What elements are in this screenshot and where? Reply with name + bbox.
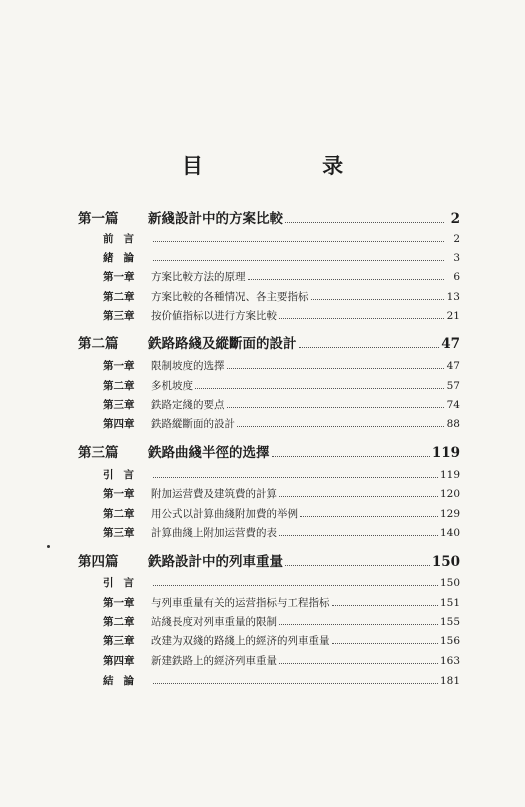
toc-entry-number: 第一章: [103, 271, 135, 283]
toc-entry-number: 引言: [103, 469, 144, 481]
toc-entry-label: [103, 633, 330, 648]
toc-entry-number: 第二章: [103, 380, 135, 392]
toc-entry-title: 限制坡度的选擇: [151, 360, 225, 372]
toc-entry-title: 鉄路曲綫半徑的选擇: [148, 445, 270, 461]
toc-entry-title: 多机坡度: [151, 380, 193, 392]
toc-entry-title: 新建鉄路上的經济列車重量: [151, 655, 277, 667]
dot-leader: [195, 381, 444, 389]
toc-entry-number: 緒論: [103, 252, 144, 264]
toc-page-number: 3: [453, 252, 460, 264]
toc-page-number: 119: [431, 445, 460, 461]
toc-chapter-entry: [78, 358, 460, 373]
dot-leader: [153, 253, 444, 261]
toc-entry-label: [103, 614, 277, 629]
toc-chapter-entry: [78, 308, 460, 323]
toc-page-number: 155: [439, 616, 460, 628]
toc-entry-number: 第一章: [103, 360, 135, 372]
toc-entry-label: [78, 441, 270, 461]
toc-entry-title: 方案比較的各種情况、各主要指标: [151, 291, 309, 303]
toc-entry-title: 新綫設計中的方案比較: [148, 211, 283, 227]
toc-entry-number: 第三章: [103, 635, 135, 647]
toc-entry-label: [103, 525, 277, 540]
toc-chapter-entry: [78, 269, 460, 284]
toc-entry-label: [103, 467, 151, 482]
toc-entry-title: 用公式以計算曲綫附加費的举例: [151, 508, 298, 520]
toc-entry-title: 鉄路路綫及縱斷面的設計: [148, 336, 297, 352]
dot-leader: [285, 213, 444, 223]
toc-entry-number: 結論: [103, 675, 144, 687]
toc-page-number: 2: [450, 211, 460, 227]
toc-entry-number: 第一章: [103, 488, 135, 500]
toc-chapter-entry: [78, 633, 460, 648]
toc-chapter-entry: [78, 231, 460, 246]
dot-leader: [272, 447, 430, 457]
toc-entry-number: 前言: [103, 233, 144, 245]
toc-entry-label: [103, 397, 225, 412]
toc-entry-label: [103, 506, 298, 521]
toc-entry-title: 按价値指标以进行方案比較: [151, 310, 277, 322]
dot-leader: [332, 598, 438, 606]
toc-entry-label: [103, 653, 277, 668]
dot-leader: [299, 338, 440, 348]
dot-leader: [279, 311, 444, 319]
toc-chapter-entry: [78, 653, 460, 668]
dot-leader: [300, 509, 438, 517]
toc-page-number: 88: [446, 418, 460, 430]
toc-part-entry: [78, 550, 460, 570]
dot-leader: [279, 489, 438, 497]
dot-leader: [248, 272, 445, 280]
toc-chapter-entry: [78, 397, 460, 412]
toc-entry-title: 与列車重量有关的运营指标与工程指标: [151, 597, 330, 609]
toc-chapter-entry: [78, 506, 460, 521]
toc-entry-label: [78, 207, 283, 227]
toc-chapter-entry: [78, 378, 460, 393]
toc-page-number: 150: [431, 554, 460, 570]
toc-page-number: 74: [446, 399, 460, 411]
dot-leader: [311, 292, 445, 300]
toc-chapter-entry: [78, 673, 460, 688]
toc-entry-label: [103, 575, 151, 590]
toc-entry-label: [103, 416, 235, 431]
toc-entry-label: [103, 231, 151, 246]
toc-chapter-entry: [78, 614, 460, 629]
toc-part-entry: [78, 441, 460, 461]
toc-entry-number: 第四章: [103, 418, 135, 430]
toc-entry-title: 方案比較方法的原理: [151, 271, 246, 283]
toc-entry-title: 附加运营費及建筑費的計算: [151, 488, 277, 500]
toc-entry-title: 計算曲綫上附加运营費的表: [151, 527, 277, 539]
dot-leader: [279, 528, 438, 536]
toc-chapter-entry: [78, 467, 460, 482]
dot-leader: [153, 234, 444, 242]
dot-leader: [227, 361, 445, 369]
toc-chapter-entry: [78, 486, 460, 501]
toc-page-number: 129: [439, 508, 460, 520]
toc-chapter-entry: [78, 289, 460, 304]
toc-page-number: 57: [446, 380, 460, 392]
toc-entry-label: [103, 595, 330, 610]
dot-leader: [153, 578, 438, 586]
dot-leader: [332, 636, 438, 644]
toc-entry-label: [103, 269, 246, 284]
toc-page-number: 163: [439, 655, 460, 667]
toc-page-number: 6: [453, 271, 460, 283]
toc-entry-number: 第一篇: [78, 211, 119, 227]
toc-entry-label: [103, 289, 309, 304]
toc-page-number: 119: [439, 469, 460, 481]
dot-leader: [279, 656, 438, 664]
toc-entry-number: 第三章: [103, 310, 135, 322]
toc-entry-label: [78, 332, 297, 352]
toc-entry-number: 第一章: [103, 597, 135, 609]
toc-entry-title: 改建为双綫的路綫上的經济的列車重量: [151, 635, 330, 647]
dot-leader: [153, 470, 438, 478]
toc-entry-label: [103, 250, 151, 265]
toc-entry-number: 第四章: [103, 655, 135, 667]
toc-entry-number: 第四篇: [78, 554, 119, 570]
dot-leader: [279, 617, 438, 625]
toc-page-number: 140: [439, 527, 460, 539]
toc-page-number: 13: [446, 291, 460, 303]
toc-page-number: 47: [446, 360, 460, 372]
toc-chapter-entry: [78, 595, 460, 610]
toc-chapter-entry: [78, 575, 460, 590]
toc-entry-label: [103, 673, 151, 688]
toc-chapter-entry: [78, 250, 460, 265]
dot-leader: [285, 556, 430, 566]
toc-page-number: 2: [453, 233, 460, 245]
dot-leader: [153, 676, 438, 684]
toc-entry-title: 鉄路定綫的要点: [151, 399, 225, 411]
toc-entry-label: [103, 486, 277, 501]
toc-entry-label: [103, 358, 225, 373]
toc-page-number: 47: [441, 336, 460, 352]
toc-entry-number: 第二章: [103, 291, 135, 303]
toc-part-entry: [78, 332, 460, 352]
toc-page-number: 120: [439, 488, 460, 500]
toc-chapter-entry: [78, 416, 460, 431]
toc-entry-number: 第三章: [103, 527, 135, 539]
toc-entry-title: 鉄路縱斷面的設計: [151, 418, 235, 430]
toc-entry-number: 引言: [103, 577, 144, 589]
dot-leader: [227, 400, 445, 408]
toc-entry-number: 第二篇: [78, 336, 119, 352]
toc-entry-number: 第三章: [103, 399, 135, 411]
toc-part-entry: [78, 207, 460, 227]
toc-entry-label: [78, 550, 283, 570]
dot-leader: [237, 419, 444, 427]
page-title: 目 录: [181, 153, 400, 178]
toc-entry-number: 第二章: [103, 508, 135, 520]
toc-entry-label: [103, 308, 277, 323]
toc-page-number: 156: [439, 635, 460, 647]
toc-entry-title: 站綫長度对列車重量的限制: [151, 616, 277, 628]
toc-entry-title: 鉄路設計中的列車重量: [148, 554, 283, 570]
toc-page-number: 181: [439, 675, 460, 687]
toc-chapter-entry: [78, 525, 460, 540]
ink-speck: [47, 545, 50, 548]
toc-entry-number: 第三篇: [78, 445, 119, 461]
toc-page-number: 150: [439, 577, 460, 589]
toc-page-number: 151: [439, 597, 460, 609]
toc-page-number: 21: [446, 310, 460, 322]
toc-entry-label: [103, 378, 193, 393]
toc-entry-number: 第二章: [103, 616, 135, 628]
